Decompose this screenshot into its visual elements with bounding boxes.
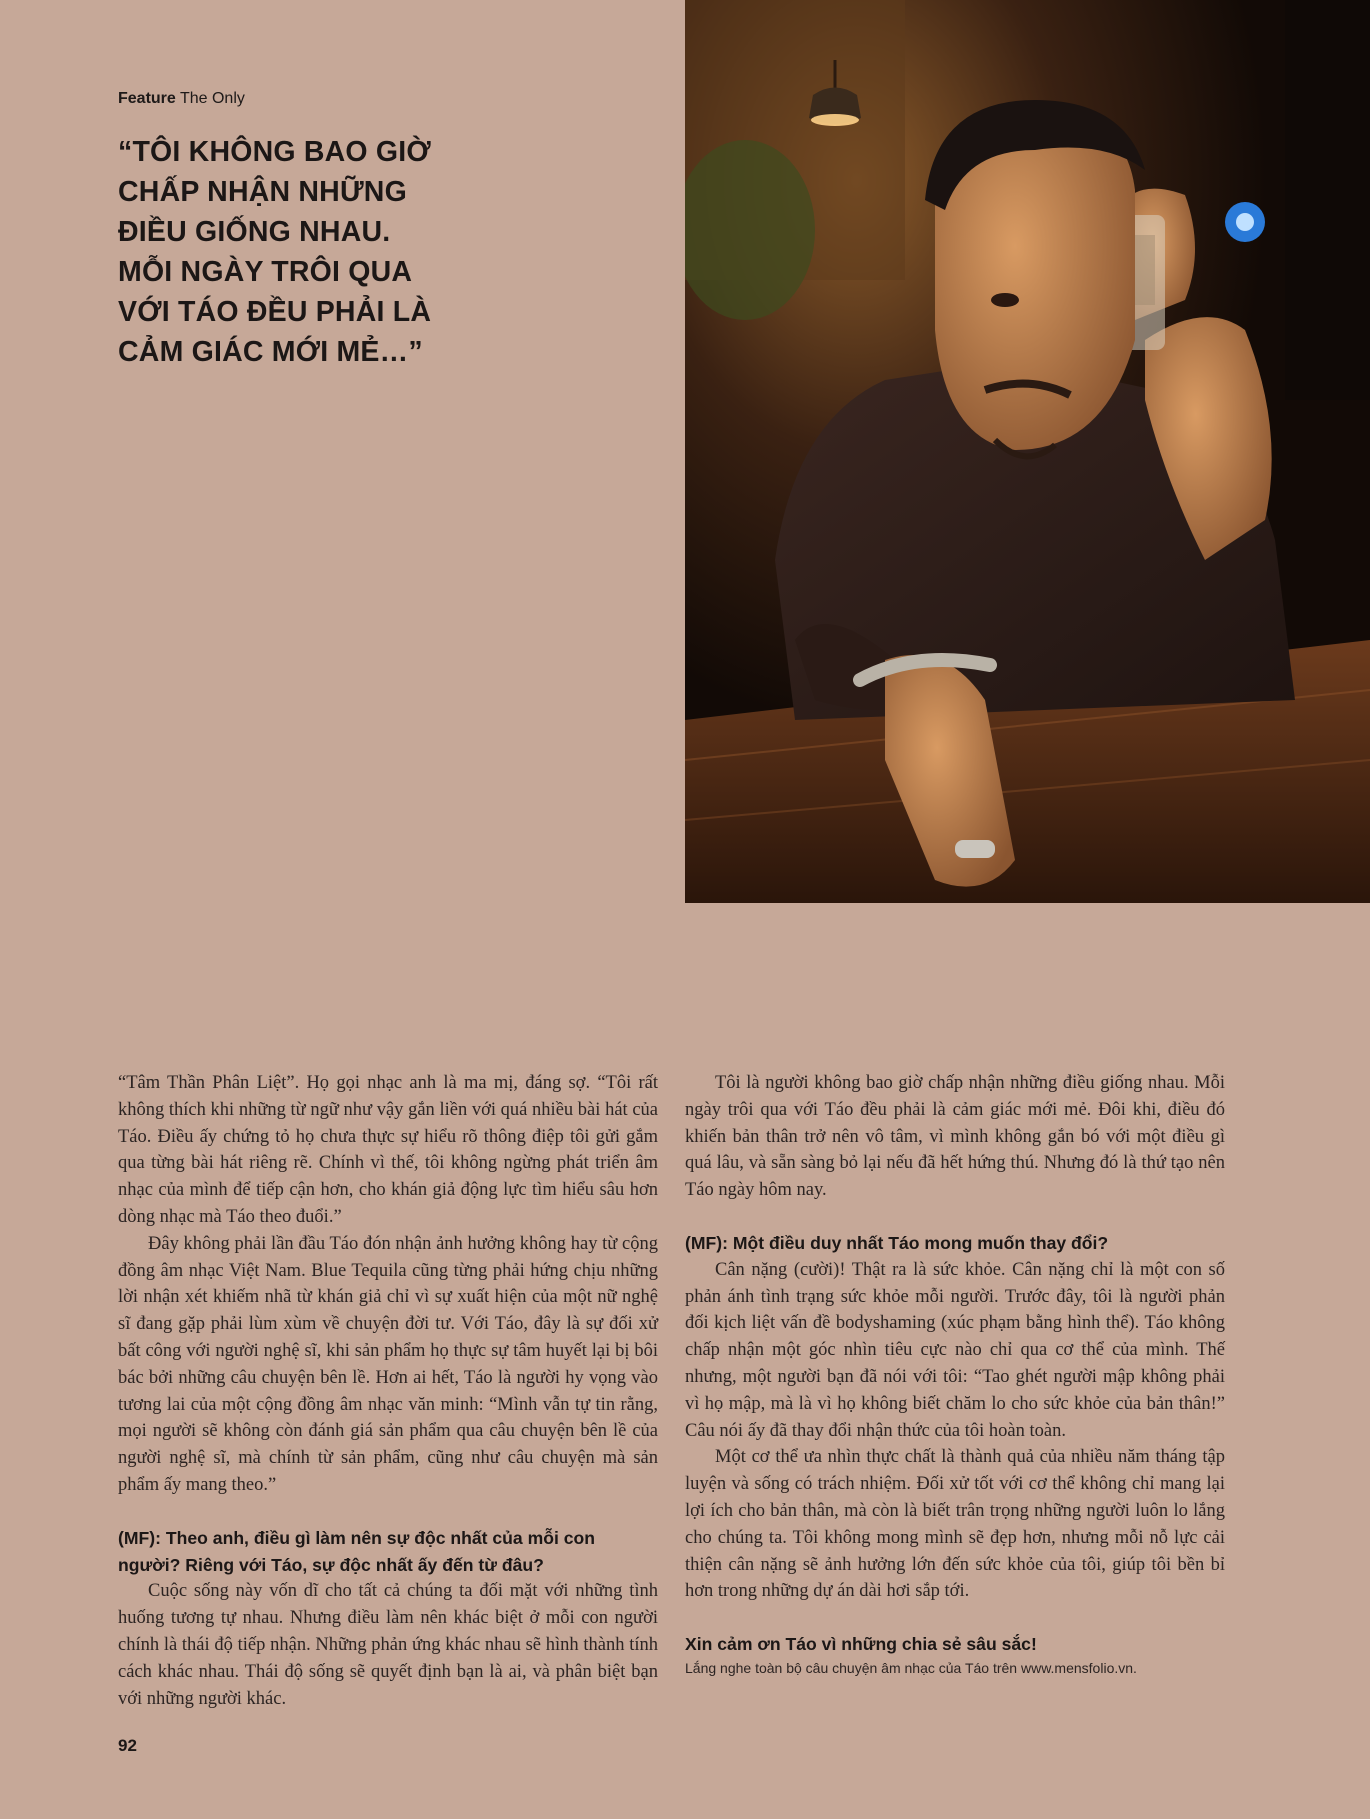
pull-quote-line: CẢM GIÁC MỚI MẺ…” — [118, 336, 423, 368]
body-paragraph: Tôi là người không bao giờ chấp nhận những điều giống nhau. Mỗi ngày trôi qua với Táo đều phải là cảm giác mới mẻ. Đôi khi, điều đó khiến bản thân trở nên vô tâm, vì mình không gắn bó với một điều gì quá lâu, và sẵn sàng bỏ lại nếu đã hết hứng thú. Nhưng đó là thứ tạo nên Táo ngày hôm nay. — [685, 1073, 1225, 1201]
interview-question: (MF): Một điều duy nhất Táo mong muốn thay đổi? — [685, 1232, 1109, 1253]
pull-quote — [118, 132, 518, 372]
paragraph-gap — [118, 1499, 658, 1525]
page-number: 92 — [118, 1736, 137, 1755]
section-label — [118, 90, 245, 108]
interview-question: (MF): Theo anh, điều gì làm nên sự độc nhất của mỗi con người? Riêng với Táo, sự độc nhất ấy đến từ đâu? — [118, 1527, 596, 1575]
pull-quote-line: CHẤP NHẬN NHỮNG — [118, 176, 407, 208]
article-column-left — [118, 1070, 658, 1712]
portrait-photo — [685, 0, 1370, 903]
section-label-rest: The Only — [175, 90, 245, 107]
paragraph-gap — [685, 1605, 1225, 1631]
article-column-right — [685, 1070, 1225, 1678]
body-paragraph: Cuộc sống này vốn dĩ cho tất cả chúng ta đối mặt với những tình huống tương tự nhau. Nhưng điều làm nên khác biệt ở mỗi con người chính là thái độ tiếp nhận. Những phản ứng khác nhau sẽ hình thành tính cách khác nhau. Thái độ sống sẽ quyết định bạn là ai, và phân biệt bạn với những người khác. — [118, 1581, 658, 1709]
pull-quote-line: “TÔI KHÔNG BAO GIỜ — [118, 136, 431, 168]
paragraph-gap — [685, 1204, 1225, 1230]
section-label-bold: Feature — [118, 90, 176, 107]
body-paragraph: Cân nặng (cười)! Thật ra là sức khỏe. Cân nặng chỉ là một con số phản ánh tình trạng sức khỏe mỗi người. Trước đây, tôi là người phản đối kịch liệt vấn đề bodyshaming (xúc phạm bằng hình thể). Táo không chấp nhận một góc nhìn tiêu cực nào chỉ qua cơ thể của mình. Thế nhưng, một người bạn đã nói với tôi: “Tao ghét người mập không phải vì họ mập, mà là vì họ không biết chăm lo cho sức khỏe của bản thân!” Câu nói ấy đã thay đổi nhận thức của tôi hoàn toàn. — [685, 1259, 1225, 1441]
pull-quote-line: ĐIỀU GIỐNG NHAU. — [118, 216, 391, 248]
body-paragraph: Một cơ thể ưa nhìn thực chất là thành quả của nhiều năm tháng tập luyện và sống có trách nhiệm. Đối xử tốt với cơ thể không chỉ mang lại lợi ích cho bản thân, mà còn là biết trân trọng những người luôn lo lắng cho chúng ta. Tôi không mong mình sẽ đẹp hơn, nhưng mỗi nỗ lực cải thiện cân nặng sẽ ảnh hưởng lớn đến sức khỏe của tôi, giúp tôi bền bỉ hơn trong những dự án dài hơi sắp tới. — [685, 1447, 1225, 1602]
pull-quote-line: VỚI TÁO ĐỀU PHẢI LÀ — [118, 296, 432, 328]
credit-line: Lắng nghe toàn bộ câu chuyện âm nhạc của Táo trên www.mensfolio.vn. — [685, 1659, 1137, 1676]
pull-quote-line: MỖI NGÀY TRÔI QUA — [118, 256, 413, 288]
body-paragraph: Đây không phải lần đầu Táo đón nhận ảnh hưởng không hay từ cộng đồng âm nhạc Việt Nam. Blue Tequila cũng từng phải hứng chịu những lời nhận xét khiếm nhã từ khán giả chỉ vì sự xuất hiện của một nữ nghệ sĩ đang gặp phải lùm xùm về chuyện đời tư. Với Táo, đây là sự đối xử bất công với người nghệ sĩ, khi sản phẩm họ thực sự tâm huyết lại bị bôi bác bởi những câu chuyện bên lề. Hơn ai hết, Táo là người hy vọng vào tương lai của một cộng đồng âm nhạc văn minh: “Mình vẫn tự tin rằng, mọi người sẽ không còn đánh giá sản phẩm qua câu chuyện bên lề của người nghệ sĩ, mà chính từ sản phẩm, cũng như câu chuyện mà sản phẩm ấy mang theo.” — [118, 1233, 658, 1495]
closing-thanks: Xin cảm ơn Táo vì những chia sẻ sâu sắc! — [685, 1634, 1037, 1655]
body-paragraph: “Tâm Thần Phân Liệt”. Họ gọi nhạc anh là ma mị, đáng sợ. “Tôi rất không thích khi những từ ngữ như vậy gắn liền với quá nhiều bài hát của Táo. Điều ấy chứng tỏ họ chưa thực sự hiểu rõ thông điệp tôi gửi gắm qua từng bài hát riêng rẽ. Chính vì thế, tôi không ngừng phát triển âm nhạc của mình để tiếp cận hơn, cho khán giả động lực tìm hiểu sâu hơn dòng nhạc mà Táo theo đuổi.” — [118, 1073, 658, 1227]
